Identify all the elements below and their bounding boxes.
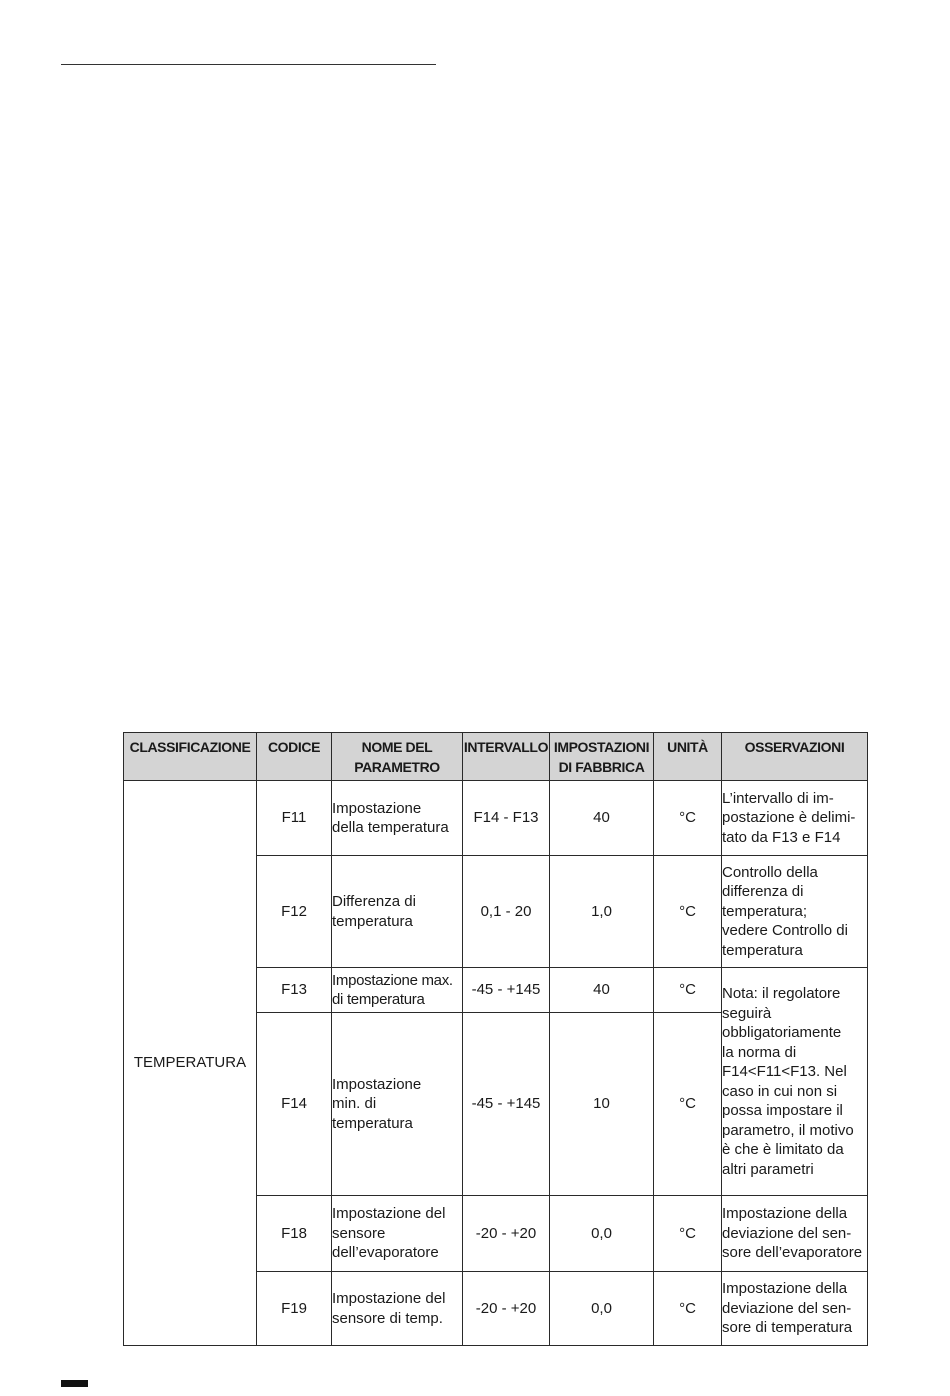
default-cell: 40 [550, 968, 654, 1013]
code-cell: F12 [257, 856, 332, 968]
top-rule [61, 64, 436, 65]
header-nome-parametro: NOME DEL PARAMETRO [332, 733, 463, 781]
header-row [124, 733, 868, 781]
note-cell: Controllo della differenza di temperatura; vedere Controllo di temperatura [722, 856, 868, 968]
range-cell: -45 - +145 [463, 1013, 550, 1196]
table-row [124, 781, 868, 856]
note-cell: Impostazione della deviazione del sen- sore di temperatura [722, 1272, 868, 1346]
default-cell: 1,0 [550, 856, 654, 968]
range-cell: -45 - +145 [463, 968, 550, 1013]
name-cell: Differenza di temperatura [332, 856, 463, 968]
range-cell: 0,1 - 20 [463, 856, 550, 968]
name-cell: Impostazione min. di temperatura [332, 1013, 463, 1196]
unit-cell: °C [654, 968, 722, 1013]
unit-cell: °C [654, 781, 722, 856]
name-cell: Impostazione max. di temperatura [332, 968, 463, 1013]
header-classificazione: CLASSIFICAZIONE [124, 733, 257, 781]
header-codice: CODICE [257, 733, 332, 781]
parameter-table [123, 732, 868, 1346]
page-marker [61, 1380, 88, 1387]
name-cell: Impostazione del sensore di temp. [332, 1272, 463, 1346]
unit-cell: °C [654, 1272, 722, 1346]
code-cell: F18 [257, 1196, 332, 1272]
default-cell: 10 [550, 1013, 654, 1196]
default-cell: 40 [550, 781, 654, 856]
range-cell: F14 - F13 [463, 781, 550, 856]
note-cell: L’intervallo di im- postazione è delimi- tato da F13 e F14 [722, 781, 868, 856]
default-cell: 0,0 [550, 1272, 654, 1346]
range-cell: -20 - +20 [463, 1196, 550, 1272]
name-cell: Impostazione del sensore dell’evaporatore [332, 1196, 463, 1272]
unit-cell: °C [654, 1013, 722, 1196]
unit-cell: °C [654, 1196, 722, 1272]
unit-cell: °C [654, 856, 722, 968]
code-cell: F19 [257, 1272, 332, 1346]
header-unita: UNITÀ [654, 733, 722, 781]
range-cell: -20 - +20 [463, 1272, 550, 1346]
header-intervallo: INTERVALLO [463, 733, 550, 781]
note-cell: Nota: il regolatore seguirà obbligatoriamente la norma di F14<F11<F13. Nel caso in cui non si possa impostare il parametro, il motivo è che è limitato da altri parametri [722, 968, 868, 1196]
code-cell: F13 [257, 968, 332, 1013]
default-cell: 0,0 [550, 1196, 654, 1272]
header-impostazioni-fabbrica: IMPOSTAZIONI DI FABBRICA [550, 733, 654, 781]
header-osservazioni: OSSERVAZIONI [722, 733, 868, 781]
code-cell: F11 [257, 781, 332, 856]
classification-cell: TEMPERATURA [124, 781, 257, 1346]
name-cell: Impostazione della temperatura [332, 781, 463, 856]
note-cell: Impostazione della deviazione del sen- sore dell’evaporatore [722, 1196, 868, 1272]
code-cell: F14 [257, 1013, 332, 1196]
